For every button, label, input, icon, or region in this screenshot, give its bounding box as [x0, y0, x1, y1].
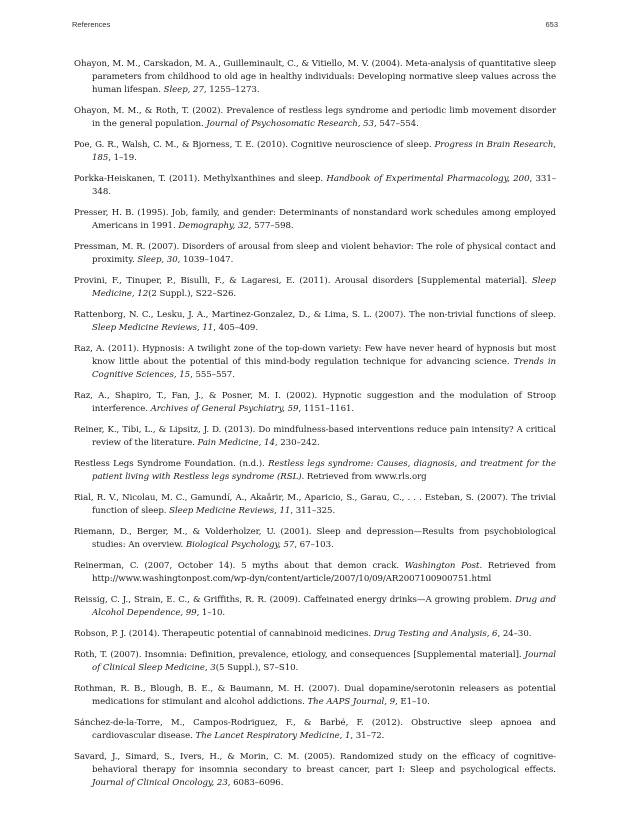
reference-entry [74, 58, 556, 97]
reference-text: Raz, A., Shapiro, T., Fan, J., & Posner, M. I. (2002). Hypnotic suggestion and the modulation of Stroop interference. [74, 391, 556, 414]
reference-text: Provini, F., Tinuper, P., Bisulli, F., & Lagaresi, E. (2011). Arousal disorders [Supplemental material]. [74, 276, 532, 286]
reference-entry [74, 717, 556, 743]
reference-source-title: Progress in Brain Research, 185 [92, 140, 556, 163]
reference-text: Presser, H. B. (1995). Job, family, and gender: Determinants of nonstandard work schedules among employed Americans in 1991. [74, 208, 556, 231]
reference-text: Restless Legs Syndrome Foundation. (n.d.). [74, 459, 269, 469]
reference-locator: , 405–409. [213, 323, 259, 333]
reference-text: Rial, R. V., Nicolau, M. C., Gamundí, A., Akaârir, M., Aparicio, S., Garau, C., . . . Esteban, S. (2007). The trivial function of sleep. [74, 493, 556, 516]
reference-text: Poe, G. R., Walsh, C. M., & Bjorness, T. E. (2010). Cognitive neuroscience of sleep. [74, 140, 435, 150]
reference-locator: , 6083–6096. [227, 778, 284, 788]
reference-source-title: Pain Medicine, 14 [197, 438, 275, 448]
reference-locator: , 577–598. [248, 221, 294, 231]
reference-text: Porkka-Heiskanen, T. (2011). Methylxanthines and sleep. [74, 174, 327, 184]
reference-entry [74, 390, 556, 416]
reference-source-title: The AAPS Journal, 9 [307, 697, 396, 707]
reference-entry [74, 207, 556, 233]
reference-text: Ohayon, M. M., & Roth, T. (2002). Prevalence of restless legs syndrome and periodic limb movement disorder in the general population. [74, 106, 556, 129]
reference-locator: (5 Suppl.), S7–S10. [215, 663, 299, 673]
reference-source-title: Washington Post [404, 561, 480, 571]
reference-list [74, 58, 556, 798]
reference-entry [74, 628, 556, 641]
reference-entry [74, 343, 556, 382]
reference-text: Riemann, D., Berger, M., & Volderholzer, U. (2001). Sleep and depression—Results from psychobiological studies: An overview. [74, 527, 556, 550]
reference-entry [74, 173, 556, 199]
reference-entry [74, 751, 556, 790]
reference-entry [74, 458, 556, 484]
reference-entry [74, 492, 556, 518]
reference-source-title: Journal of Clinical Oncology, 23 [92, 778, 228, 788]
reference-source-title: Sleep, 27 [163, 85, 204, 95]
reference-locator: , E1–10. [395, 697, 430, 707]
reference-locator: , 31–72. [350, 731, 385, 741]
reference-locator: , 1151–1161. [298, 404, 355, 414]
reference-entry [74, 105, 556, 131]
reference-entry [74, 560, 556, 586]
reference-locator: , 1255–1273. [203, 85, 260, 95]
running-head [72, 20, 558, 32]
reference-locator: , 547–554. [373, 119, 419, 129]
reference-entry [74, 139, 556, 165]
reference-text: Reinerman, C. (2007, October 14). 5 myths about that demon crack. [74, 561, 405, 571]
reference-source-title: Handbook of Experimental Pharmacology, 200 [326, 174, 530, 184]
reference-entry [74, 275, 556, 301]
reference-text: Sánchez-de-la-Torre, M., Campos-Rodriguez, F., & Barbé, F. (2012). Obstructive sleep apnoea and cardiovascular disease. [74, 718, 556, 741]
reference-entry [74, 424, 556, 450]
reference-source-title: Demography, 32 [178, 221, 249, 231]
reference-text: Ohayon, M. M., Carskadon, M. A., Guilleminault, C., & Vitiello, M. V. (2004). Meta-analysis of quantitative sleep parameters from childhood to old age in healthy individuals: Developing normative sleep values across the human lifespan. [74, 59, 556, 95]
reference-locator: , 67–103. [294, 540, 334, 550]
reference-locator: , 331–348. [92, 174, 556, 197]
reference-source-title: Journal of Psychosomatic Research, 53 [206, 119, 374, 129]
reference-entry [74, 594, 556, 620]
reference-text: Pressman, M. R. (2007). Disorders of arousal from sleep and violent behavior: The role of physical contact and proximity. [74, 242, 556, 265]
reference-text: Rothman, R. B., Blough, B. E., & Baumann, M. H. (2007). Dual dopamine/serotonin releasers as potential medications for stimulant and alcohol addictions. [74, 684, 556, 707]
reference-source-title: Sleep Medicine Reviews, 11 [169, 506, 291, 516]
reference-locator: , 24–30. [497, 629, 532, 639]
reference-source-title: Drug Testing and Analysis, 6 [373, 629, 498, 639]
reference-source-title: Restless legs syndrome: Causes, diagnosis, and treatment for the patient living with Restless legs syndrome (RSL) [92, 459, 556, 482]
reference-entry [74, 309, 556, 335]
reference-text: Reiner, K., Tibi, L., & Lipsitz, J. D. (2013). Do mindfulness-based interventions reduce pain intensity? A critical review of the literature. [74, 425, 556, 448]
reference-text: Robson, P. J. (2014). Therapeutic potential of cannabinoid medicines. [74, 629, 374, 639]
running-head-section: References [72, 20, 111, 29]
reference-locator: . Retrieved from www.rls.org [301, 472, 427, 482]
reference-entry [74, 683, 556, 709]
reference-source-title: Sleep Medicine, 12 [92, 276, 556, 299]
reference-locator: , 555–557. [190, 370, 235, 380]
reference-source-title: Trends in Cognitive Sciences, 15 [92, 357, 557, 380]
reference-text: Savard, J., Simard, S., Ivers, H., & Morin, C. M. (2005). Randomized study on the efficacy of cognitive-behavioral therapy for insomnia secondary to breast cancer, part I: Sleep and psychological effects. [74, 752, 556, 775]
reference-text: Reissig, C. J., Strain, E. C., & Griffiths, R. R. (2009). Caffeinated energy drinks—A growing problem. [74, 595, 516, 605]
reference-locator: , 230–242. [274, 438, 320, 448]
reference-source-title: Sleep, 30 [137, 255, 178, 265]
reference-locator: , 1–19. [108, 153, 137, 163]
reference-source-title: Journal of Clinical Sleep Medicine, 3 [92, 650, 556, 673]
reference-entry [74, 526, 556, 552]
reference-locator: , 1–10. [196, 608, 226, 618]
reference-text: Rattenborg, N. C., Lesku, J. A., Martinez-Gonzalez, D., & Lima, S. L. (2007). The non-trivial functions of sleep. [74, 310, 556, 320]
reference-entry [74, 241, 556, 267]
reference-source-title: The Lancet Respiratory Medicine, 1 [195, 731, 351, 741]
reference-locator: . Retrieved from http://www.washingtonpost.com/wp-dyn/content/article/2007/10/09/AR2007100900751.html [92, 561, 556, 584]
page-number: 653 [545, 20, 558, 29]
reference-entry [74, 649, 556, 675]
reference-source-title: Archives of General Psychiatry, 59 [150, 404, 299, 414]
reference-source-title: Drug and Alcohol Dependence, 99 [92, 595, 556, 618]
reference-source-title: Biological Psychology, 57 [185, 540, 295, 550]
reference-locator: , 311–325. [290, 506, 336, 516]
reference-source-title: Sleep Medicine Reviews, 11 [92, 323, 214, 333]
reference-text: Roth, T. (2007). Insomnia: Definition, prevalence, etiology, and consequences [Supplemental material]. [74, 650, 525, 660]
reference-locator: , 1039–1047. [177, 255, 234, 265]
reference-locator: (2 Suppl.), S22–S26. [148, 289, 237, 299]
reference-text: Raz, A. (2011). Hypnosis: A twilight zone of the top-down variety: Few have never heard of hypnosis but most know little about the potential of this mind-body regulation technique for advancing science. [74, 344, 556, 367]
